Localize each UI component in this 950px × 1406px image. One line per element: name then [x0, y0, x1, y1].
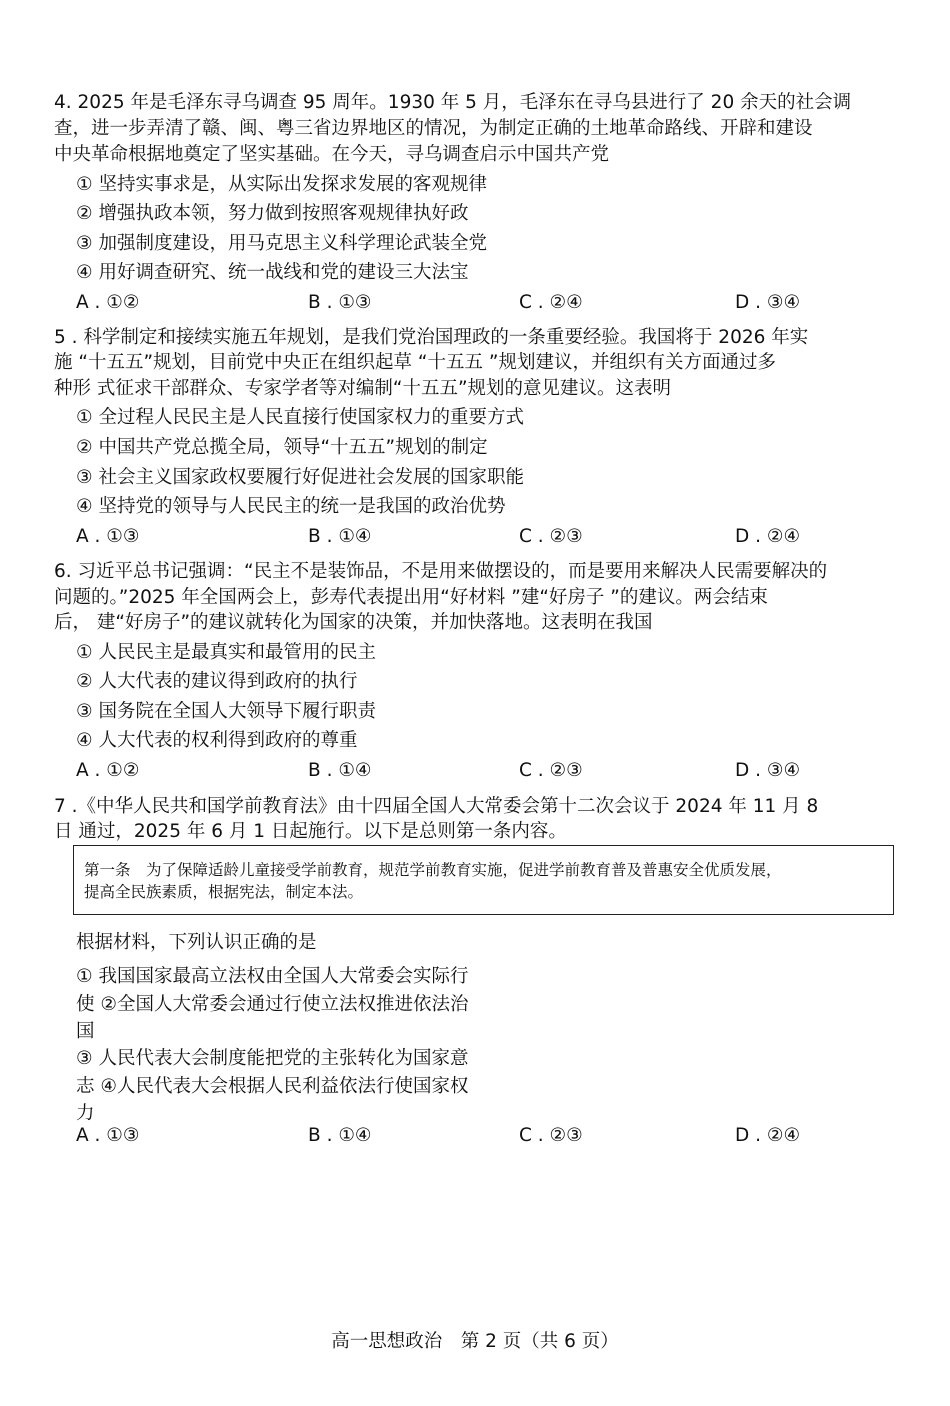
question-4-choice-c: C . ②④: [519, 292, 583, 313]
question-5-statement-3: ③ 社会主义国家政权要履行好促进社会发展的国家职能: [76, 467, 524, 488]
question-4-choice-a: A . ①②: [76, 292, 140, 313]
question-5-choice-c: C . ②③: [519, 526, 583, 547]
question-4-statement-1: ① 坚持实事求是，从实际出发探求发展的客观规律: [76, 174, 487, 195]
question-6-statement-4: ④ 人大代表的权利得到政府的尊重: [76, 730, 358, 751]
question-6-statement-2: ② 人大代表的建议得到政府的执行: [76, 671, 358, 692]
question-7-choice-d: D . ②④: [735, 1125, 801, 1146]
question-5-choice-d: D . ②④: [735, 526, 801, 547]
question-4-choice-d: D . ③④: [735, 292, 801, 313]
question-7-statement-line-4: ③ 人民代表大会制度能把党的主张转化为国家意: [76, 1048, 469, 1069]
law-article-line-1: 第一条 为了保障适龄儿童接受学前教育，规范学前教育实施，促进学前教育普及普惠安全优质发展，: [84, 861, 782, 879]
question-4-statement-3: ③ 加强制度建设，用马克思主义科学理论武装全党: [76, 233, 487, 254]
question-6-choice-c: C . ②③: [519, 760, 583, 781]
question-7-statement-line-2: 使 ②全国人大常委会通过行使立法权推进依法治: [76, 994, 469, 1015]
question-7-statement-line-1: ① 我国国家最高立法权由全国人大常委会实际行: [76, 966, 469, 987]
question-5-statement-2: ② 中国共产党总揽全局，领导“十五五”规划的制定: [76, 437, 488, 458]
law-article-box: [73, 845, 894, 915]
question-4-choice-b: B . ①③: [308, 292, 372, 313]
question-7-statement-line-5: 志 ④人民代表大会根据人民利益依法行使国家权: [76, 1076, 469, 1097]
question-6-choice-b: B . ①④: [308, 760, 372, 781]
question-6-choice-a: A . ①②: [76, 760, 140, 781]
question-4-statement-2: ② 增强执政本领，努力做到按照客观规律执好政: [76, 203, 469, 224]
question-5-statement-1: ① 全过程人民民主是人民直接行使国家权力的重要方式: [76, 407, 524, 428]
question-5-stem-line-1: 5 . 科学制定和接续实施五年规划，是我们党治国理政的一条重要经验。我国将于 2026 年实: [54, 327, 809, 348]
question-5-choice-b: B . ①④: [308, 526, 372, 547]
question-6-stem-line-3: 后， 建“好房子”的建议就转化为国家的决策，并加快落地。这表明在我国: [54, 612, 653, 633]
question-4-stem-line-2: 查，进一步弄清了赣、闽、粤三省边界地区的情况，为制定正确的土地革命路线、开辟和建设: [54, 118, 813, 139]
question-4-statement-4: ④ 用好调查研究、统一战线和党的建设三大法宝: [76, 262, 469, 283]
question-6-stem-line-2: 问题的。”2025 年全国两会上，彭寿代表提出用“好材料 ”建“好房子 ”的建议。两会结束: [54, 587, 768, 608]
question-7-statement-line-6: 力: [76, 1103, 95, 1124]
question-6-stem-line-1: 6. 习近平总书记强调：“民主不是装饰品，不是用来做摆设的，而是要用来解决人民需要解决的: [54, 561, 828, 582]
law-article-line-2: 提高全民族素质，根据宪法，制定本法。: [84, 883, 364, 901]
question-7-stem-line-1: 7 .《中华人民共和国学前教育法》由十四届全国人大常委会第十二次会议于 2024 年 11 月 8: [54, 796, 819, 817]
question-4-stem-line-3: 中央革命根据地奠定了坚实基础。在今天，寻乌调查启示中国共产党: [54, 144, 610, 165]
question-7-choice-b: B . ①④: [308, 1125, 372, 1146]
question-7-statement-line-3: 国: [76, 1021, 95, 1042]
question-5-choice-a: A . ①③: [76, 526, 140, 547]
question-7-stem-line-2: 日 通过，2025 年 6 月 1 日起施行。以下是总则第一条内容。: [54, 821, 567, 842]
question-7-choice-c: C . ②③: [519, 1125, 583, 1146]
question-6-statement-1: ① 人民民主是最真实和最管用的民主: [76, 642, 376, 663]
question-6-statement-3: ③ 国务院在全国人大领导下履行职责: [76, 701, 376, 722]
page-footer: 高一思想政治 第 2 页（共 6 页）: [331, 1331, 619, 1352]
question-5-stem-line-2: 施 “十五五”规划，目前党中央正在组织起草 “十五五 ”规划建议，并组织有关方面通过多: [54, 352, 776, 373]
question-6-choice-d: D . ③④: [735, 760, 801, 781]
question-7-choice-a: A . ①③: [76, 1125, 140, 1146]
question-5-statement-4: ④ 坚持党的领导与人民民主的统一是我国的政治优势: [76, 496, 506, 517]
question-5-stem-line-3: 种形 式征求干部群众、专家学者等对编制“十五五”规划的意见建议。这表明: [54, 378, 672, 399]
question-7-prompt: 根据材料，下列认识正确的是: [76, 932, 317, 953]
question-4-stem-line-1: 4. 2025 年是毛泽东寻乌调查 95 周年。1930 年 5 月，毛泽东在寻乌县进行了 20 余天的社会调: [54, 92, 852, 113]
